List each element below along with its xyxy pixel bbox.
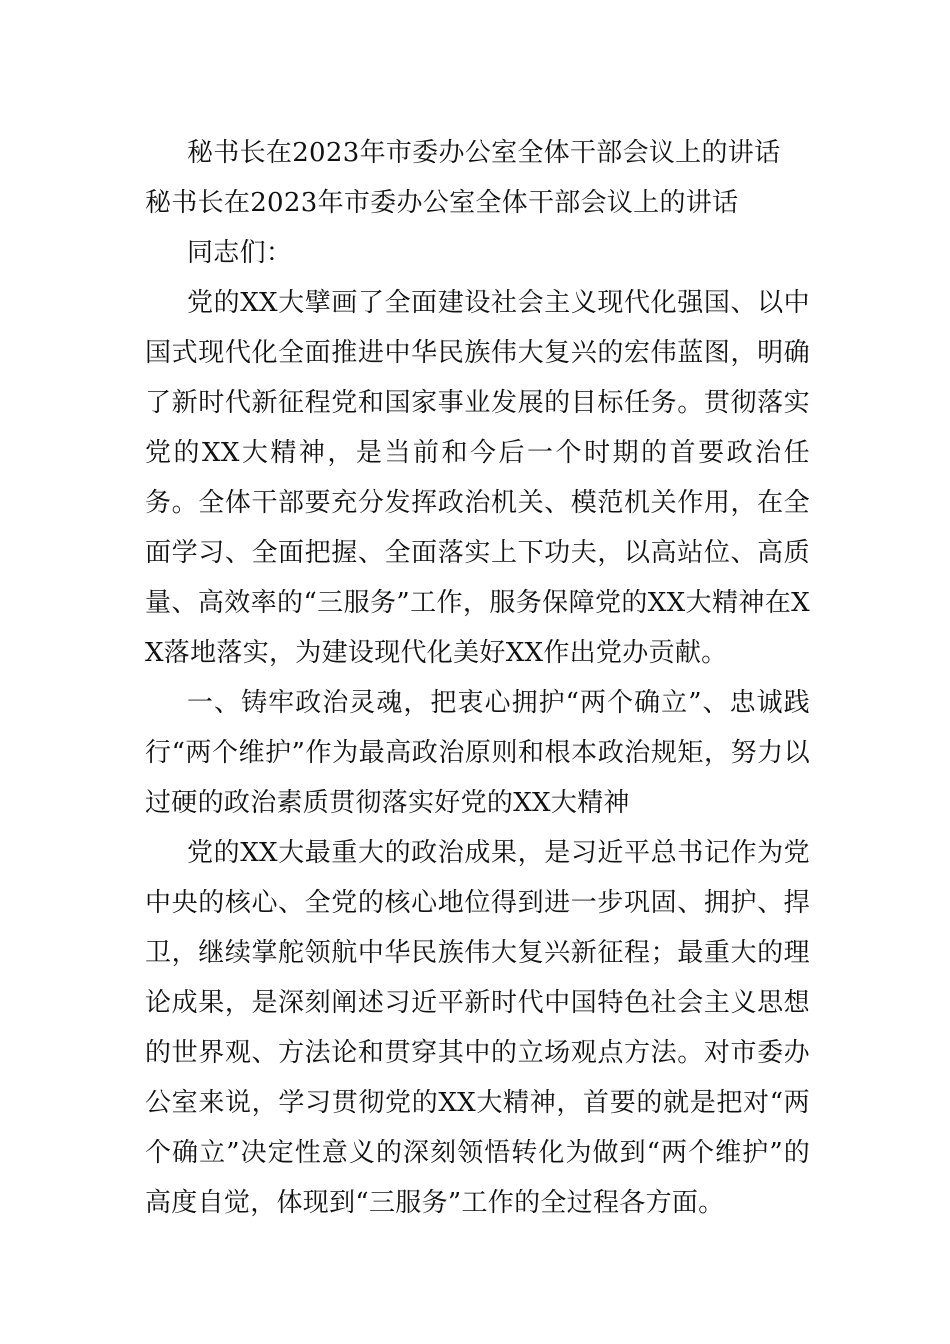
salutation: 同志们： <box>187 238 293 268</box>
paragraph-intro: 党的XX大擘画了全面建设社会主义现代化强国、以中国式现代化全面推进中华民族伟大复兴的宏伟蓝图，明确了新时代新征程党和国家事业发展的目标任务。贯彻落实党的XX大精神，是当前和今后一个时期的首要政治任务。全体干部要充分发挥政治机关、模范机关作用，在全面学习、全面把握、全面落实上下功夫，以高站位、高质量、高效率的“三服务”工作，服务保障党的XX大精神在XX落地落实，为建设现代化美好XX作出党办贡献。 <box>145 288 810 668</box>
document-title-repeat: 秘书长在2023年市委办公室全体干部会议上的讲话 <box>145 188 739 218</box>
paragraph-section-1: 党的XX大最重大的政治成果，是习近平总书记作为党中央的核心、全党的核心地位得到进一步巩固、拥护、捍卫，继续掌舵领航中华民族伟大复兴新征程；最重大的理论成果，是深刻阐述习近平新时代中国特色社会主义思想的世界观、方法论和贯穿其中的立场观点方法。对市委办公室来说，学习贯彻党的XX大精神，首要的就是把对“两个确立”决定性意义的深刻领悟转化为做到“两个维护”的高度自觉，体现到“三服务”工作的全过程各方面。 <box>145 838 810 1218</box>
document-body <box>145 128 810 1228</box>
section-heading-1: 一、铸牢政治灵魂，把衷心拥护“两个确立”、忠诚践行“两个维护”作为最高政治原则和根本政治规矩，努力以过硬的政治素质贯彻落实好党的XX大精神 <box>145 688 810 818</box>
document-title: 秘书长在2023年市委办公室全体干部会议上的讲话 <box>187 138 781 168</box>
